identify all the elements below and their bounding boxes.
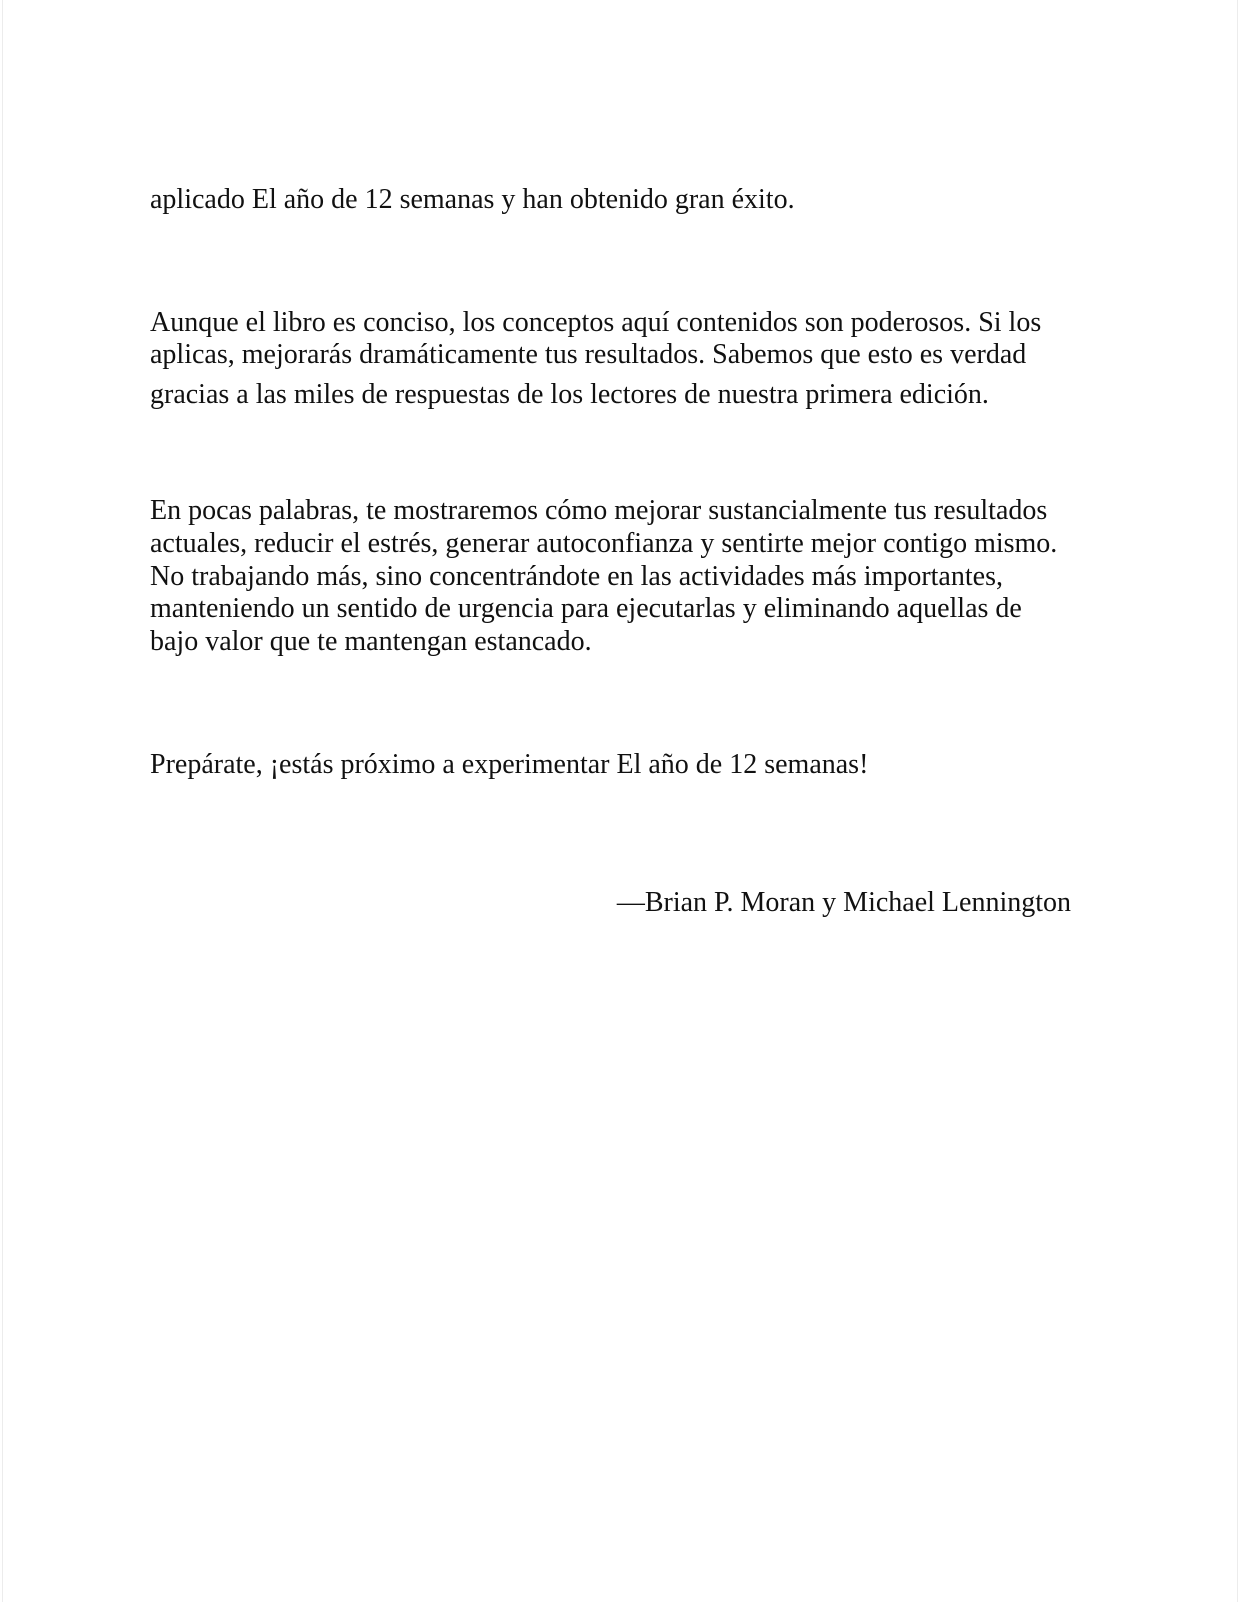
paragraph-3-line-2: actuales, reducir el estrés, generar autoconfianza y sentirte mejor contigo mismo.	[150, 528, 1058, 559]
paragraph-2-line-1: Aunque el libro es conciso, los conceptos aquí contenidos son poderosos. Si los	[150, 307, 1042, 338]
document-page	[2, 0, 1238, 1602]
paragraph-3-line-4: manteniendo un sentido de urgencia para ejecutarlas y eliminando aquellas de	[150, 593, 1022, 624]
paragraph-3-line-1: En pocas palabras, te mostraremos cómo mejorar sustancialmente tus resultados	[150, 495, 1048, 526]
paragraph-2-line-3: gracias a las miles de respuestas de los lectores de nuestra primera edición.	[150, 379, 989, 410]
paragraph-2-line-2: aplicas, mejorarás dramáticamente tus resultados. Sabemos que esto es verdad	[150, 339, 1027, 370]
paragraph-1-line-1: aplicado El año de 12 semanas y han obtenido gran éxito.	[150, 184, 795, 215]
paragraph-4-line-1: Prepárate, ¡estás próximo a experimentar El año de 12 semanas!	[150, 749, 869, 780]
author-signature: —Brian P. Moran y Michael Lennington	[616, 887, 1071, 918]
paragraph-3-line-3: No trabajando más, sino concentrándote en las actividades más importantes,	[150, 561, 1003, 592]
paragraph-3-line-5: bajo valor que te mantengan estancado.	[150, 626, 592, 657]
